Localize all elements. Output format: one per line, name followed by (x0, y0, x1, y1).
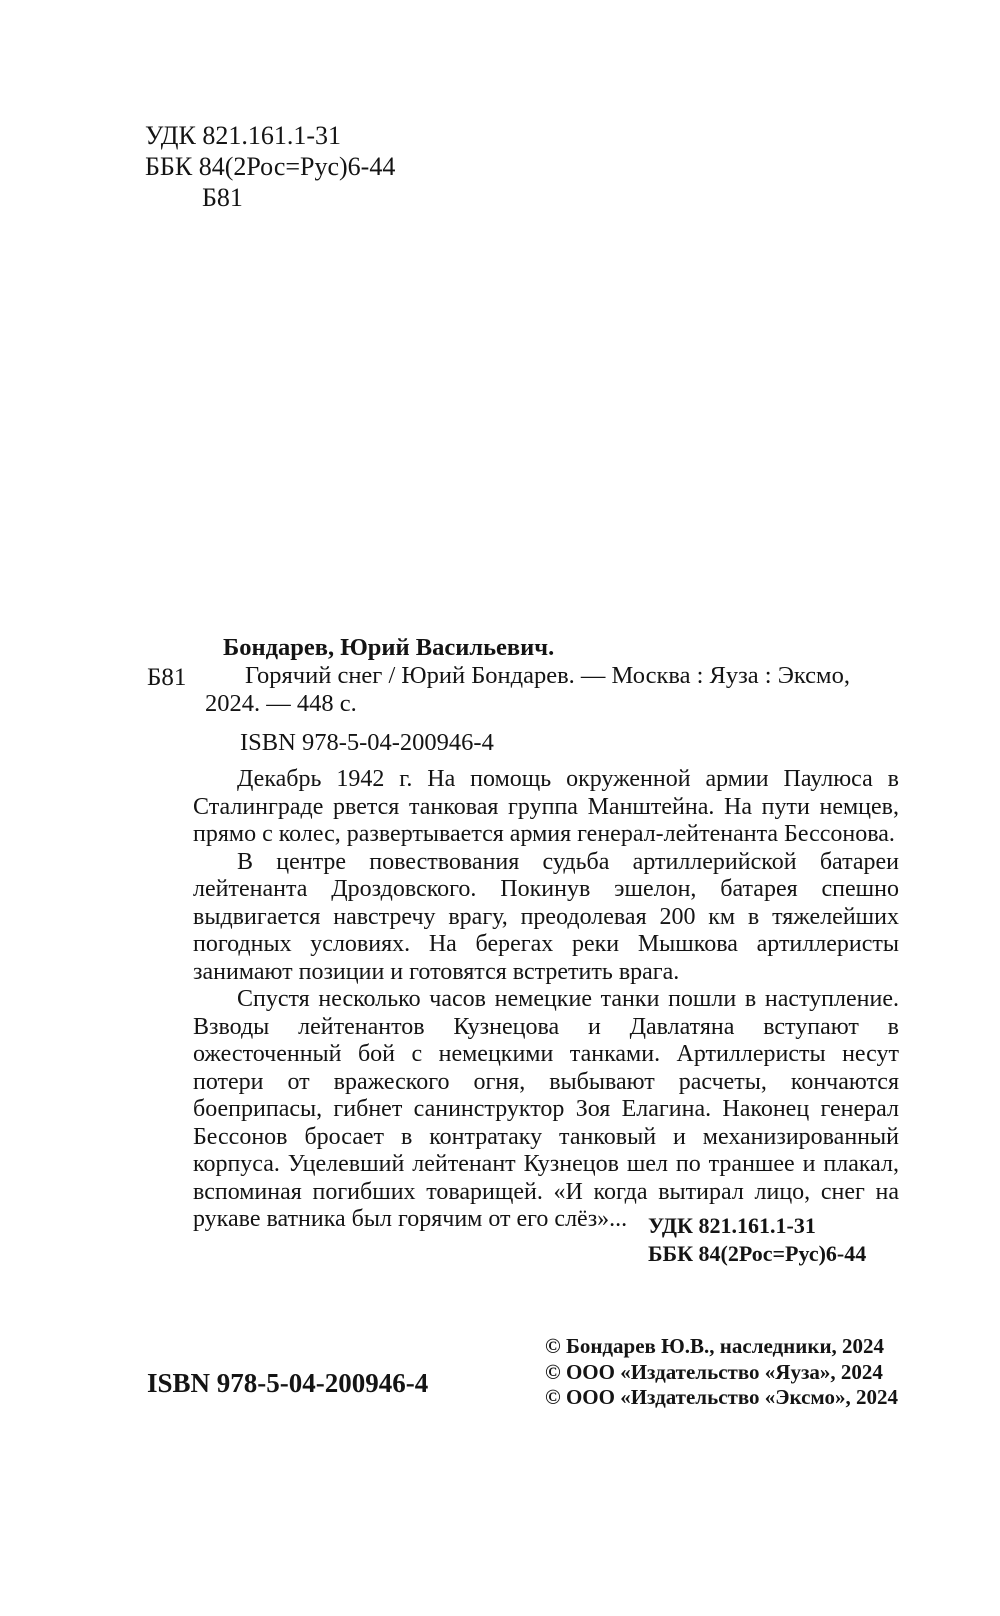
catalog-margin-code: Б81 (147, 664, 187, 691)
annotation-paragraph-2: В центре повествования судьба артиллерийской батареи лейтенанта Дроздовского. Покинув эшелон, батарея спешно выдвигается навстречу врагу, преодолевая 200 км в тяжелейших погодных условиях. На берегах реки Мышкова артиллеристы занимают позиции и готовятся встретить врага. (193, 848, 899, 985)
udk-code-bottom: УДК 821.161.1-31 (648, 1213, 816, 1238)
bbk-code-top: ББК 84(2Рос=Рус)6-44 (145, 152, 396, 181)
udk-code-top: УДК 821.161.1-31 (145, 121, 342, 150)
author-sign-code: Б81 (202, 183, 243, 212)
copyright-line-author: © Бондарев Ю.В., наследники, 2024 (545, 1334, 885, 1358)
catalog-card (205, 634, 899, 718)
bbk-code-bottom: ББК 84(2Рос=Рус)6-44 (648, 1241, 867, 1266)
classification-bottom-block (648, 1212, 866, 1268)
classification-top-block (145, 120, 395, 213)
copyright-line-yauza: © ООО «Издательство «Яуза», 2024 (545, 1359, 883, 1384)
annotation-block (193, 766, 899, 1234)
catalog-author-line: Бондарев, Юрий Васильевич. (223, 634, 555, 661)
catalog-entry-line: Горячий снег / Юрий Бондарев. — Москва : Яуза : Эксмо, 2024. — 448 с. (205, 662, 850, 717)
annotation-paragraph-1: Декабрь 1942 г. На помощь окруженной армии Паулюса в Сталинграде рвется танковая группа Манштейна. На пути немцев, прямо с колес, развертывается армия генерал-лейтенанта Бессонова. (193, 766, 899, 847)
copyright-block (545, 1334, 898, 1411)
annotation-paragraph-3: Спустя несколько часов немецкие танки пошли в наступление. Взводы лейтенантов Кузнецова и Давлатяна вступают в ожесточенный бой с немецкими танками. Артиллеристы несут потери от вражеского огня, выбывают расчеты, кончаются боеприпасы, гибнет санинструктор Зоя Елагина. Наконец генерал Бессонов бросает в контратаку танковый и механизированный корпуса. Уцелевший лейтенант Кузнецов шел по траншее и плакал, вспоминая погибших товарищей. «И когда вытирал лицо, снег на рукаве ватника был горячим от его слёз»... (193, 986, 899, 1232)
catalog-isbn-line: ISBN 978-5-04-200946-4 (240, 729, 494, 756)
copyright-line-eksmo: © ООО «Издательство «Эксмо», 2024 (545, 1385, 898, 1409)
footer-isbn: ISBN 978-5-04-200946-4 (147, 1368, 429, 1398)
